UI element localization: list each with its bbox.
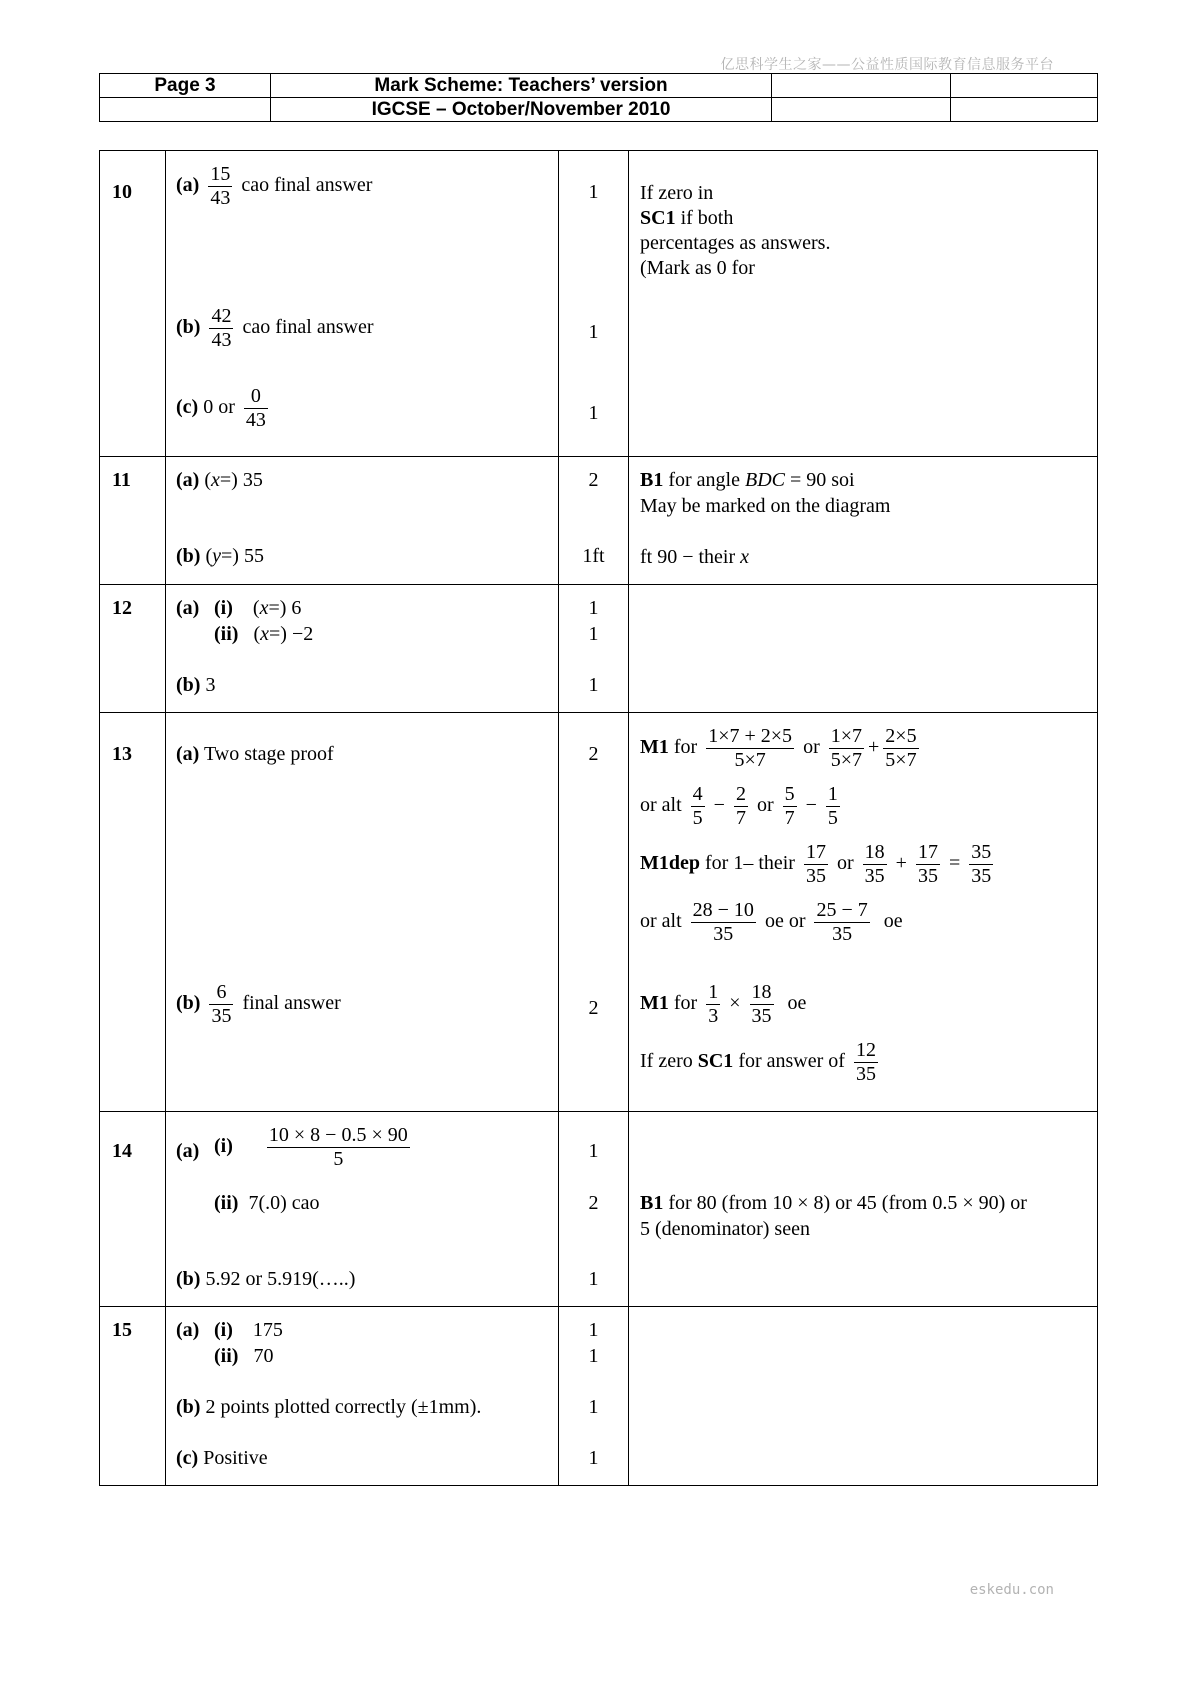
fraction: $\frac{15}{43}$ [210, 163, 231, 209]
mark: 1 [588, 181, 599, 203]
mark: 1 [588, 623, 599, 645]
question-number: 15 [112, 1319, 132, 1341]
part-b: (b) $\frac{42}{43}$ cao final answer [176, 305, 374, 351]
part-b: (b) 3 [176, 674, 216, 696]
question-row-14: 14 (a) (i) $\frac{10 \times 8 - 0.5 \times 90}{5}$ (ii) 7(.0) cao (b) 5.92 or 5.919(…..) 1 2 1 B1 for 80 (from 10 × 8) or 45 (from 0.5 × 90) or 5 (denominator) seen [100, 1112, 1098, 1307]
question-number: 10 [112, 181, 132, 203]
mark: 1 [588, 1396, 599, 1418]
question-row-10 [100, 151, 1098, 457]
part-a-ii: (ii) (x=) −2 [214, 623, 314, 645]
footer-text: eskedu.con [969, 1582, 1054, 1598]
mark: 2 [588, 1192, 599, 1214]
notes: If zero in SC1 if both percentages as answers. (Mark as 0 for [640, 182, 831, 279]
question-row-15: 15 (a) (i) 175 (ii) 70 (b) 2 points plotted correctly (±1mm). (c) Positive 1 1 1 1 [100, 1307, 1098, 1486]
part-a: (a) (x=) 35 [176, 469, 263, 491]
fraction: $\frac{42}{43}$ [211, 305, 232, 351]
part-b: (b) 2 points plotted correctly (±1mm). [176, 1396, 482, 1418]
question-row-11 [100, 457, 1098, 585]
notes: B1 for 80 (from 10 × 8) or 45 (from 0.5 × 90) or 5 (denominator) seen [640, 1192, 1027, 1240]
mark: 1 [588, 1447, 599, 1469]
mark-scheme-table [99, 150, 1098, 1486]
question-row-12: 12 (a) (i) (x=) 6 (ii) (x=) −2 (b) 3 1 1 1 [100, 585, 1098, 713]
part-b: (b) $\frac{6}{35}$ final answer [176, 981, 341, 1027]
part-b: (b) 5.92 or 5.919(…..) [176, 1268, 356, 1290]
mark: 1 [588, 321, 599, 343]
part-a-i: (i) $\frac{10 \times 8 - 0.5 \times 90}{5}$ [214, 1124, 408, 1170]
mark: 1 [588, 1319, 599, 1341]
header-page: Page 3 [100, 74, 271, 98]
mark: 1 [588, 1345, 599, 1367]
part-a: (a) $\frac{15}{43}$ cao final answer [176, 163, 373, 209]
notes: M1 for $\frac{1\times 7 + 2\times 5}{5\times 7}$ or $\frac{1\times 7}{5\times 7}$ + $\frac{2\times 5}{5\times 7}$ or alt $\frac{4}{5}$ − $\frac{2}{7}$ or $\frac{5}{7}$ − $\frac{1}{5}$ M1dep for 1– their $\frac{17}{35}$ or $\frac{18}{35}$ + $\frac{17}{35}$ = $\frac{35}{35}$ or alt $\frac{28 - 10}{35}$ oe or $\frac{25 - 7}{35}$ oe M1 for $\frac{1}{3}$ × $\frac{18}{35}$ oe If zero SC1 for answer of $\frac{12}{35}$ [640, 725, 992, 1085]
part-c: (c) 0 or $\frac{0}{43}$ [176, 385, 266, 431]
question-number: 12 [112, 597, 132, 619]
mark: 1 [588, 1268, 599, 1290]
fraction: $\frac{0}{43}$ [245, 385, 266, 431]
part-a-i: (i) 175 [214, 1319, 283, 1341]
question-number: 11 [112, 469, 131, 491]
question-number: 13 [112, 743, 132, 765]
fraction: $\frac{10 \times 8 - 0.5 \times 90}{5}$ [268, 1124, 408, 1170]
mark: 1 [588, 1140, 599, 1162]
question-number: 14 [112, 1140, 132, 1162]
watermark: 亿思科学生之家——公益性质国际教育信息服务平台 [720, 57, 1054, 73]
mark: 1 [588, 402, 599, 424]
mark: 1ft [582, 545, 605, 567]
question-row-13 [100, 713, 1098, 1112]
part-c: (c) Positive [176, 1447, 268, 1469]
header-table [99, 73, 1098, 122]
mark: 2 [588, 469, 599, 491]
notes: B1 for angle BDC = 90 soi May be marked on the diagram ft 90 − their x [640, 469, 891, 568]
part-a-ii: (ii) 7(.0) cao [214, 1192, 320, 1214]
part-a-ii: (ii) 70 [214, 1345, 274, 1367]
fraction: $\frac{6}{35}$ [211, 981, 232, 1027]
part-a-i: (i) (x=) 6 [214, 597, 302, 619]
part-a: (a) Two stage proof [176, 743, 334, 765]
part-b: (b) (y=) 55 [176, 545, 264, 567]
mark: 2 [588, 743, 599, 765]
mark: 1 [588, 674, 599, 696]
header-exam: IGCSE – October/November 2010 [271, 98, 772, 122]
mark: 2 [588, 997, 599, 1019]
mark: 1 [588, 597, 599, 619]
header-title: Mark Scheme: Teachers’ version [271, 74, 772, 98]
